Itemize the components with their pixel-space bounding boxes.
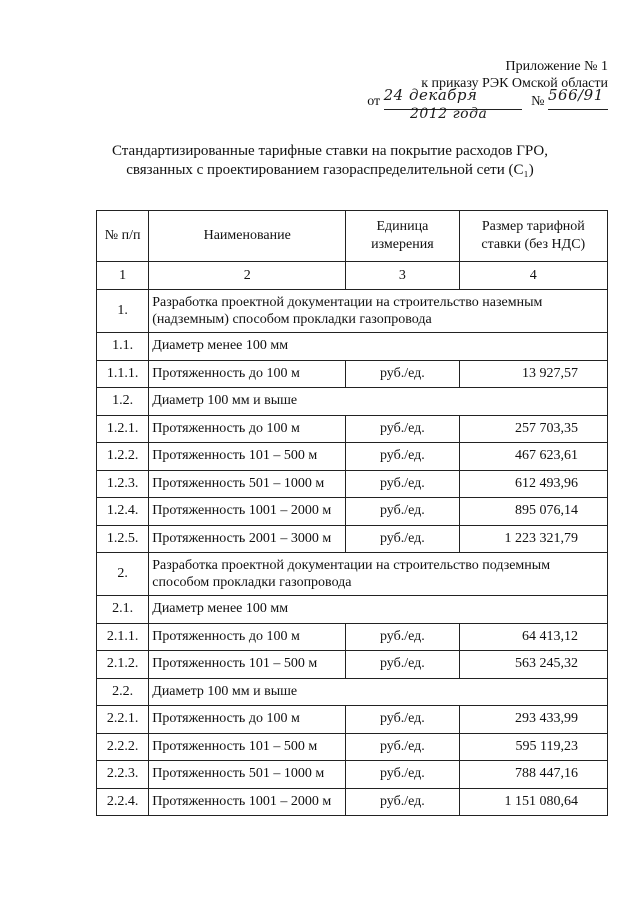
table-row-group <box>97 333 608 361</box>
handwritten-order-number: 566/91 <box>548 86 604 104</box>
row-name: Протяженность 1001 – 2000 м <box>149 788 346 816</box>
table-row-group <box>97 596 608 624</box>
row-unit: руб./ед. <box>346 415 459 443</box>
row-unit: руб./ед. <box>346 788 459 816</box>
title-line-2: связанных с проектированием газораспределительной сети (С₁) <box>126 162 534 178</box>
row-number: 1.2.3. <box>97 470 149 498</box>
order-number-label: № <box>531 94 545 109</box>
row-name: Протяженность 2001 – 3000 м <box>149 525 346 553</box>
order-number-field <box>548 86 608 110</box>
table-header-row <box>97 211 608 262</box>
row-value: 1 223 321,79 <box>459 525 607 553</box>
table-row <box>97 498 608 526</box>
table-row-section <box>97 553 608 596</box>
row-value: 13 927,57 <box>459 360 607 388</box>
row-name: Протяженность до 100 м <box>149 360 346 388</box>
row-value: 257 703,35 <box>459 415 607 443</box>
row-number: 2.2.3. <box>97 761 149 789</box>
document-title <box>60 142 600 180</box>
header-unit: Единица измерения <box>346 211 459 262</box>
header-name: Наименование <box>149 211 346 262</box>
table-row-section <box>97 290 608 333</box>
column-number: 3 <box>346 262 459 290</box>
table-row <box>97 651 608 679</box>
row-unit: руб./ед. <box>346 498 459 526</box>
row-number: 2.1.2. <box>97 651 149 679</box>
appendix-order-ref: к приказу РЭК Омской области <box>421 76 608 91</box>
row-unit: руб./ед. <box>346 525 459 553</box>
row-unit: руб./ед. <box>346 360 459 388</box>
row-value: 563 245,32 <box>459 651 607 679</box>
row-number: 1.2.1. <box>97 415 149 443</box>
row-name: Протяженность 501 – 1000 м <box>149 761 346 789</box>
row-unit: руб./ед. <box>346 443 459 471</box>
row-number: 1.2. <box>97 388 149 416</box>
row-number: 1. <box>97 290 149 333</box>
row-unit: руб./ед. <box>346 706 459 734</box>
row-number: 2.1.1. <box>97 623 149 651</box>
row-unit: руб./ед. <box>346 623 459 651</box>
header-number: № п/п <box>97 211 149 262</box>
row-number: 2.2.4. <box>97 788 149 816</box>
row-unit: руб./ед. <box>346 470 459 498</box>
row-number: 2.2. <box>97 678 149 706</box>
table-row <box>97 623 608 651</box>
row-name: Разработка проектной документации на строительство подземным способом прокладки газопровода <box>149 553 608 596</box>
column-number-row <box>97 262 608 290</box>
row-value: 467 623,61 <box>459 443 607 471</box>
row-number: 1.2.4. <box>97 498 149 526</box>
row-name: Протяженность до 100 м <box>149 706 346 734</box>
row-value: 788 447,16 <box>459 761 607 789</box>
row-number: 1.1. <box>97 333 149 361</box>
table-row <box>97 788 608 816</box>
row-value: 595 119,23 <box>459 733 607 761</box>
row-name: Диаметр менее 100 мм <box>149 333 608 361</box>
row-number: 1.2.2. <box>97 443 149 471</box>
appendix-number: Приложение № 1 <box>505 59 608 74</box>
row-value: 293 433,99 <box>459 706 607 734</box>
table-row <box>97 443 608 471</box>
table-row <box>97 733 608 761</box>
table-row <box>97 761 608 789</box>
table-row <box>97 470 608 498</box>
row-name: Диаметр 100 мм и выше <box>149 678 608 706</box>
row-value: 64 413,12 <box>459 623 607 651</box>
row-number: 2.1. <box>97 596 149 624</box>
row-name: Протяженность до 100 м <box>149 623 346 651</box>
row-name: Протяженность до 100 м <box>149 415 346 443</box>
handwritten-date: 24 декабря <box>383 86 478 104</box>
row-value: 1 151 080,64 <box>459 788 607 816</box>
row-name: Протяженность 101 – 500 м <box>149 443 346 471</box>
row-unit: руб./ед. <box>346 733 459 761</box>
header-rate: Размер тарифной ставки (без НДС) <box>459 211 607 262</box>
row-name: Протяженность 501 – 1000 м <box>149 470 346 498</box>
row-name: Протяженность 101 – 500 м <box>149 651 346 679</box>
row-value: 612 493,96 <box>459 470 607 498</box>
handwritten-year: 2012 года <box>410 106 488 122</box>
row-name: Диаметр менее 100 мм <box>149 596 608 624</box>
row-number: 1.1.1. <box>97 360 149 388</box>
table-row <box>97 525 608 553</box>
row-name: Протяженность 101 – 500 м <box>149 733 346 761</box>
row-unit: руб./ед. <box>346 761 459 789</box>
row-number: 2.2.2. <box>97 733 149 761</box>
table-row <box>97 360 608 388</box>
row-name: Разработка проектной документации на строительство наземным (надземным) способом прокладки газопровода <box>149 290 608 333</box>
column-number: 2 <box>149 262 346 290</box>
title-line-1: Стандартизированные тарифные ставки на покрытие расходов ГРО, <box>112 143 548 159</box>
table-row <box>97 706 608 734</box>
tariff-table <box>96 210 608 816</box>
column-number: 1 <box>97 262 149 290</box>
row-number: 2. <box>97 553 149 596</box>
appendix-header <box>367 58 608 110</box>
row-number: 2.2.1. <box>97 706 149 734</box>
row-name: Диаметр 100 мм и выше <box>149 388 608 416</box>
table-row-group <box>97 388 608 416</box>
appendix-date-line <box>367 86 608 110</box>
row-number: 1.2.5. <box>97 525 149 553</box>
row-value: 895 076,14 <box>459 498 607 526</box>
row-unit: руб./ед. <box>346 651 459 679</box>
row-name: Протяженность 1001 – 2000 м <box>149 498 346 526</box>
table-row <box>97 415 608 443</box>
table-row-group <box>97 678 608 706</box>
column-number: 4 <box>459 262 607 290</box>
date-from-label: от <box>367 94 381 109</box>
